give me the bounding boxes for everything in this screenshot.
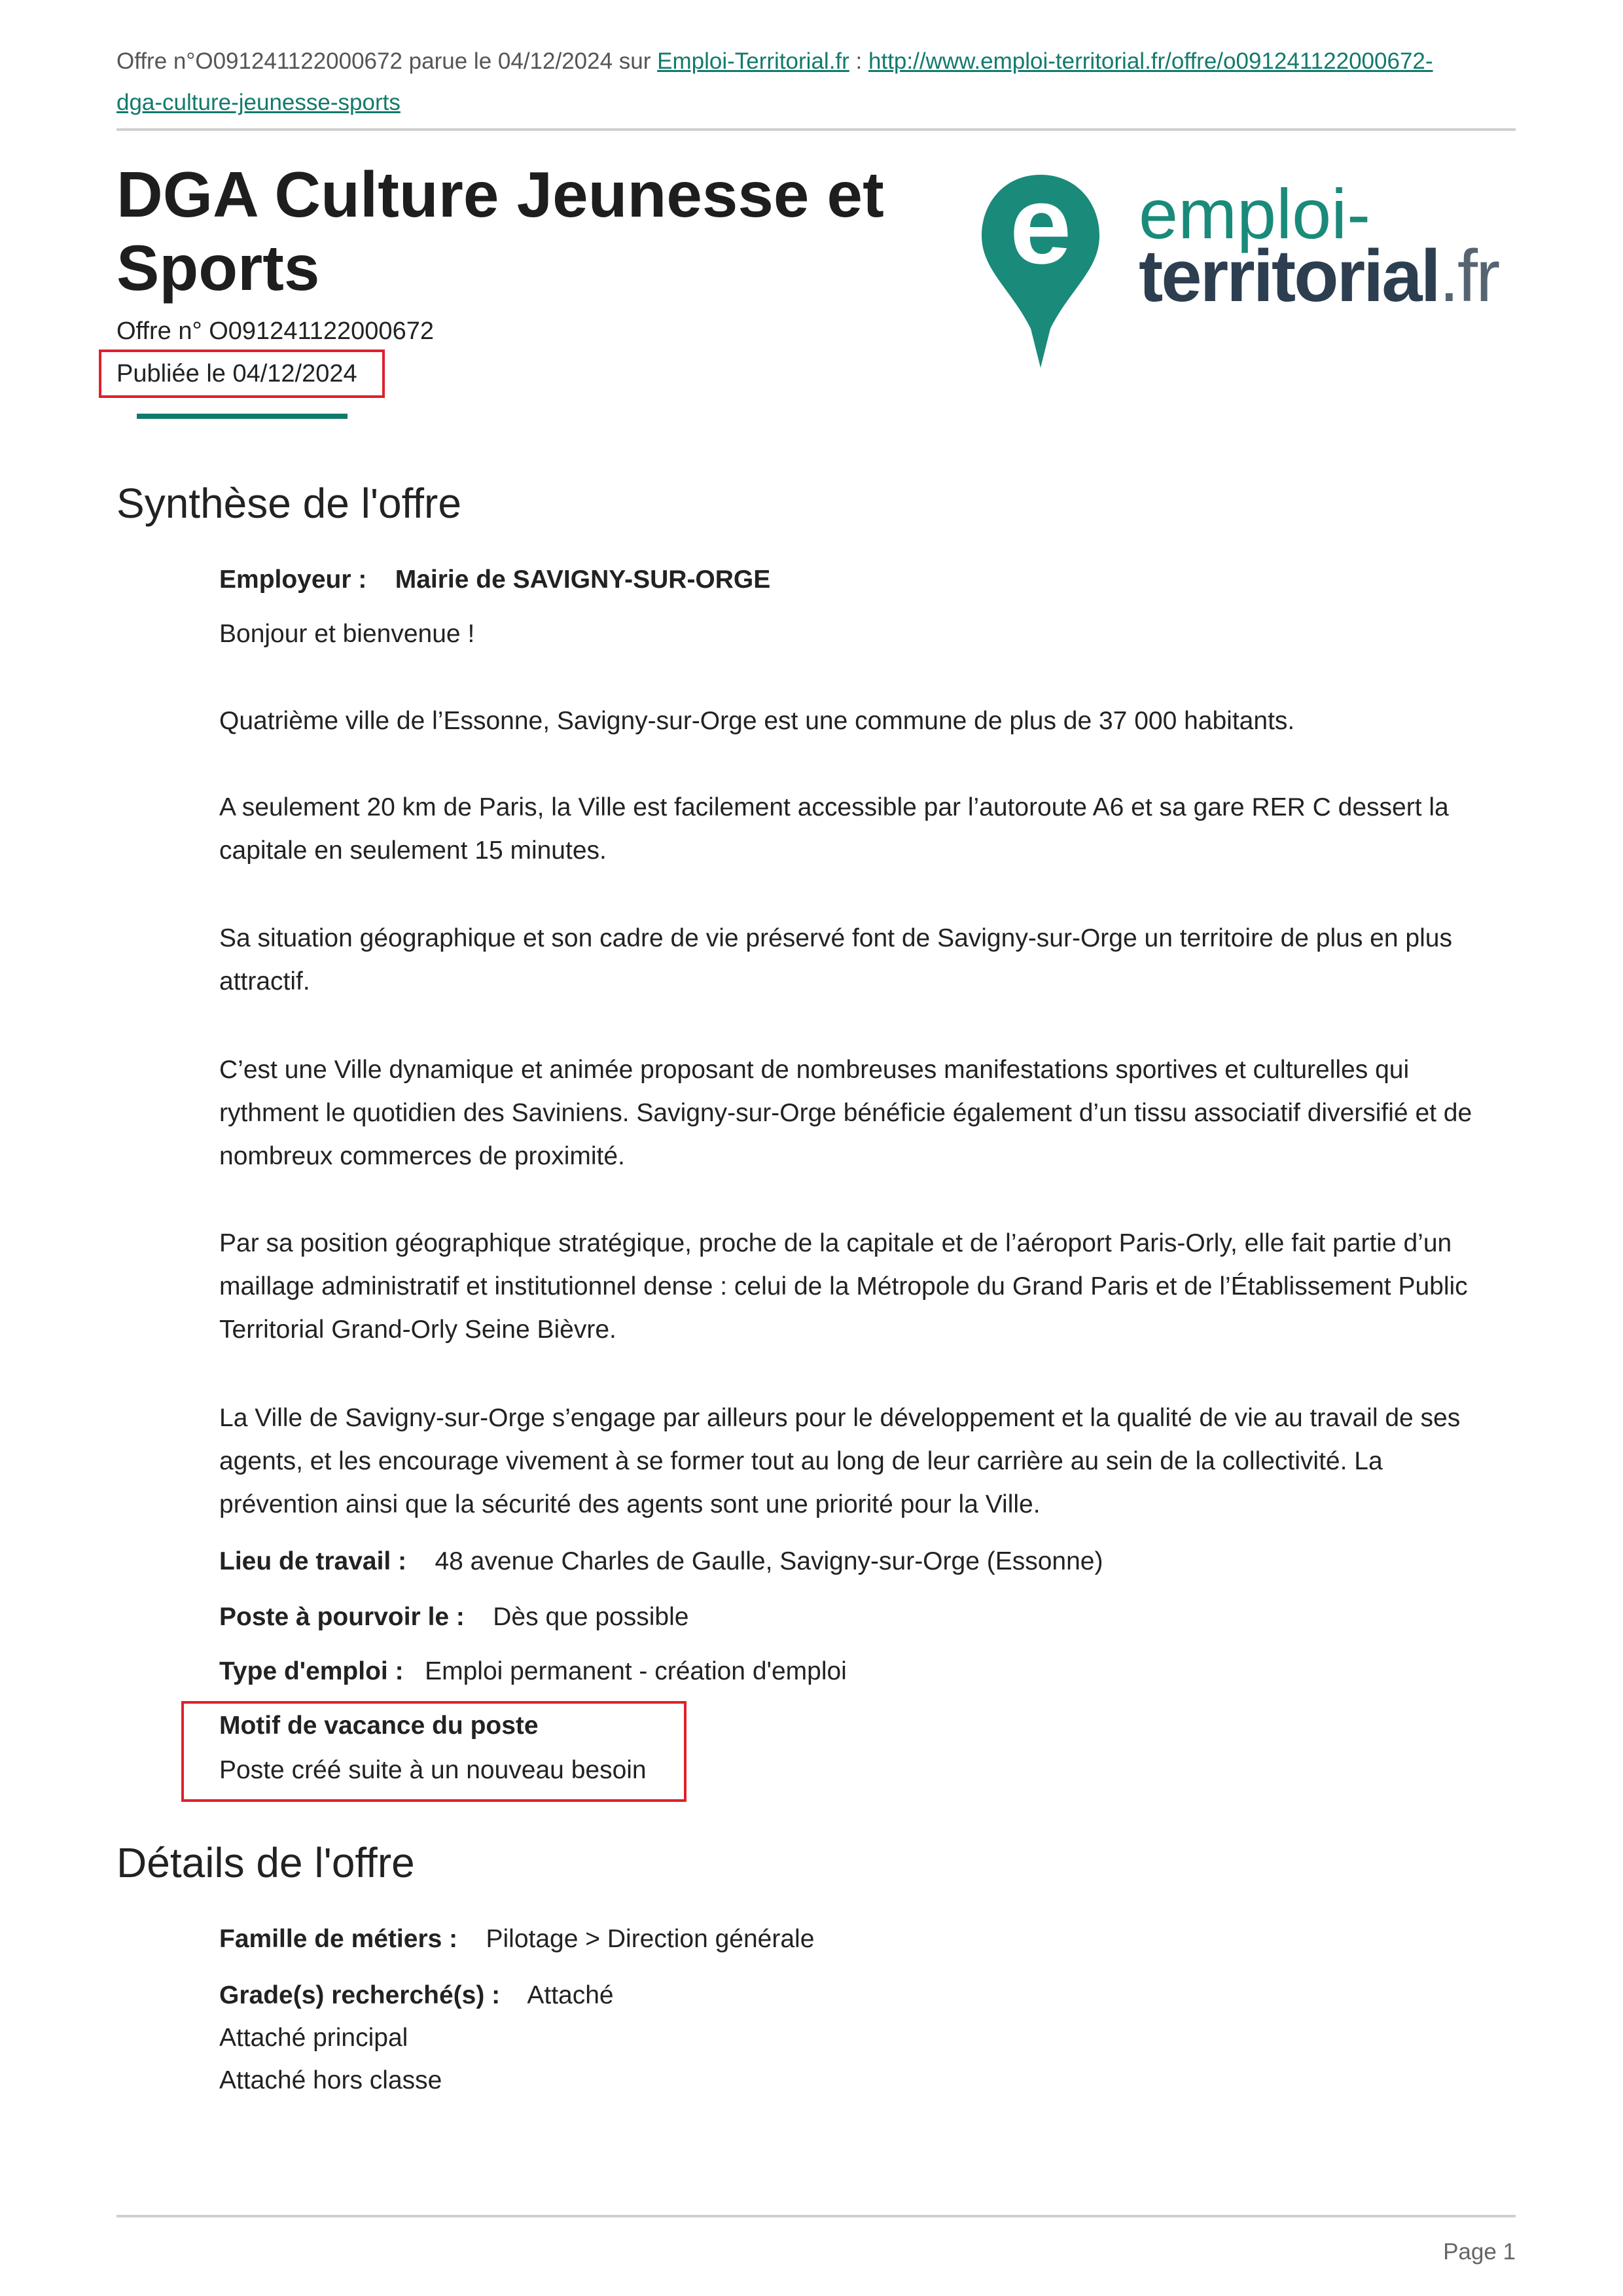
type-row	[219, 1650, 847, 1693]
paragraph-line: Bonjour et bienvenue !	[219, 620, 475, 648]
poste-row	[219, 1596, 688, 1639]
offer-url-link[interactable]: http://www.emploi-territorial.fr/offre/o091241122000672-	[868, 48, 1433, 74]
paragraph-line: prévention ainsi que la sécurité des agents sont une priorité pour la Ville.	[219, 1490, 1041, 1518]
paragraph-line: La Ville de Savigny-sur-Orge s’engage par ailleurs pour le développement et la qualité de vie au travail de ses	[219, 1404, 1461, 1432]
published-date: Publiée le 04/12/2024	[116, 360, 357, 387]
famille-value: Pilotage > Direction générale	[486, 1925, 815, 1953]
highlight-box-published	[99, 350, 385, 398]
famille-label: Famille de métiers :	[219, 1925, 458, 1953]
source-prefix: Offre n°O091241122000672 parue le 04/12/2024 sur	[116, 48, 651, 74]
accent-bar	[137, 414, 348, 419]
employer-label: Employeur :	[219, 565, 367, 594]
logo-word-territorial	[1139, 237, 1498, 315]
site-link[interactable]: Emploi-Territorial.fr	[657, 48, 849, 74]
employer-row	[219, 558, 770, 601]
grade-value: Attaché	[527, 1981, 614, 2009]
section-heading-synthese: Synthèse de l'offre	[116, 480, 461, 527]
paragraph-line: A seulement 20 km de Paris, la Ville est facilement accessible par l’autoroute A6 et sa gare RER C dessert la	[219, 793, 1449, 821]
logo-fr: .fr	[1438, 235, 1499, 317]
logo-word-emploi: emploi-	[1139, 174, 1371, 253]
section-heading-details: Détails de l'offre	[116, 1839, 415, 1886]
famille-row	[219, 1918, 814, 1961]
logo-territorial: territorial	[1139, 235, 1439, 317]
paragraph-line: attractif.	[219, 967, 310, 996]
grade-row	[219, 1974, 614, 2017]
paragraph-line: Sa situation géographique et son cadre de vie préservé font de Savigny-sur-Orge un territoire de plus en plus	[219, 924, 1452, 952]
paragraph-line: capitale en seulement 15 minutes.	[219, 836, 607, 865]
grade-value: Attaché principal	[219, 2024, 408, 2052]
offer-number: Offre n° O091241122000672	[116, 317, 434, 345]
paragraph-line: nombreux commerces de proximité.	[219, 1142, 625, 1170]
paragraph-line: Par sa position géographique stratégique, proche de la capitale et de l’aéroport Paris-Orly, elle fait partie d’un	[219, 1229, 1452, 1257]
page-number: Page 1	[1443, 2239, 1516, 2265]
poste-value: Dès que possible	[493, 1603, 689, 1631]
page-title: DGA Culture Jeunesse et	[116, 158, 884, 230]
grade-value: Attaché hors classe	[219, 2066, 442, 2094]
separator: :	[855, 48, 863, 74]
source-line	[116, 45, 1433, 78]
lieu-value: 48 avenue Charles de Gaulle, Savigny-sur-Orge (Essonne)	[435, 1547, 1103, 1575]
type-label: Type d'emploi :	[219, 1657, 404, 1685]
svg-text:e: e	[1009, 171, 1072, 287]
source-line-2	[116, 86, 401, 119]
lieu-row	[219, 1540, 1103, 1583]
footer-divider	[116, 2215, 1516, 2217]
grade-label: Grade(s) recherché(s) :	[219, 1981, 501, 2009]
motif-value: Poste créé suite à un nouveau besoin	[219, 1756, 647, 1784]
paragraph-line: Quatrième ville de l’Essonne, Savigny-sur-Orge est une commune de plus de 37 000 habitants.	[219, 707, 1295, 735]
lieu-label: Lieu de travail :	[219, 1547, 407, 1575]
emploi-territorial-logo	[978, 171, 1499, 374]
map-pin-icon	[978, 171, 1103, 371]
page-title-line2: Sports	[116, 232, 320, 304]
header-divider	[116, 128, 1516, 131]
type-value: Emploi permanent - création d'emploi	[425, 1657, 847, 1685]
poste-label: Poste à pourvoir le :	[219, 1603, 465, 1631]
paragraph-line: C’est une Ville dynamique et animée proposant de nombreuses manifestations sportives et culturelles qui	[219, 1056, 1410, 1084]
highlight-box-motif	[181, 1701, 687, 1802]
paragraph-line: rythment le quotidien des Saviniens. Savigny-sur-Orge bénéficie également d’un tissu associatif diversifié et de	[219, 1099, 1472, 1127]
motif-label: Motif de vacance du poste	[219, 1712, 539, 1740]
paragraph-line: Territorial Grand-Orly Seine Bièvre.	[219, 1316, 616, 1344]
paragraph-line: agents, et les encourage vivement à se former tout au long de leur carrière au sein de la collectivité. La	[219, 1447, 1383, 1475]
employer-value: Mairie de SAVIGNY-SUR-ORGE	[395, 565, 771, 594]
paragraph-line: maillage administratif et institutionnel dense : celui de la Métropole du Grand Paris et de l’Établissement Public	[219, 1272, 1468, 1300]
offer-url-link-cont[interactable]: dga-culture-jeunesse-sports	[116, 90, 401, 115]
